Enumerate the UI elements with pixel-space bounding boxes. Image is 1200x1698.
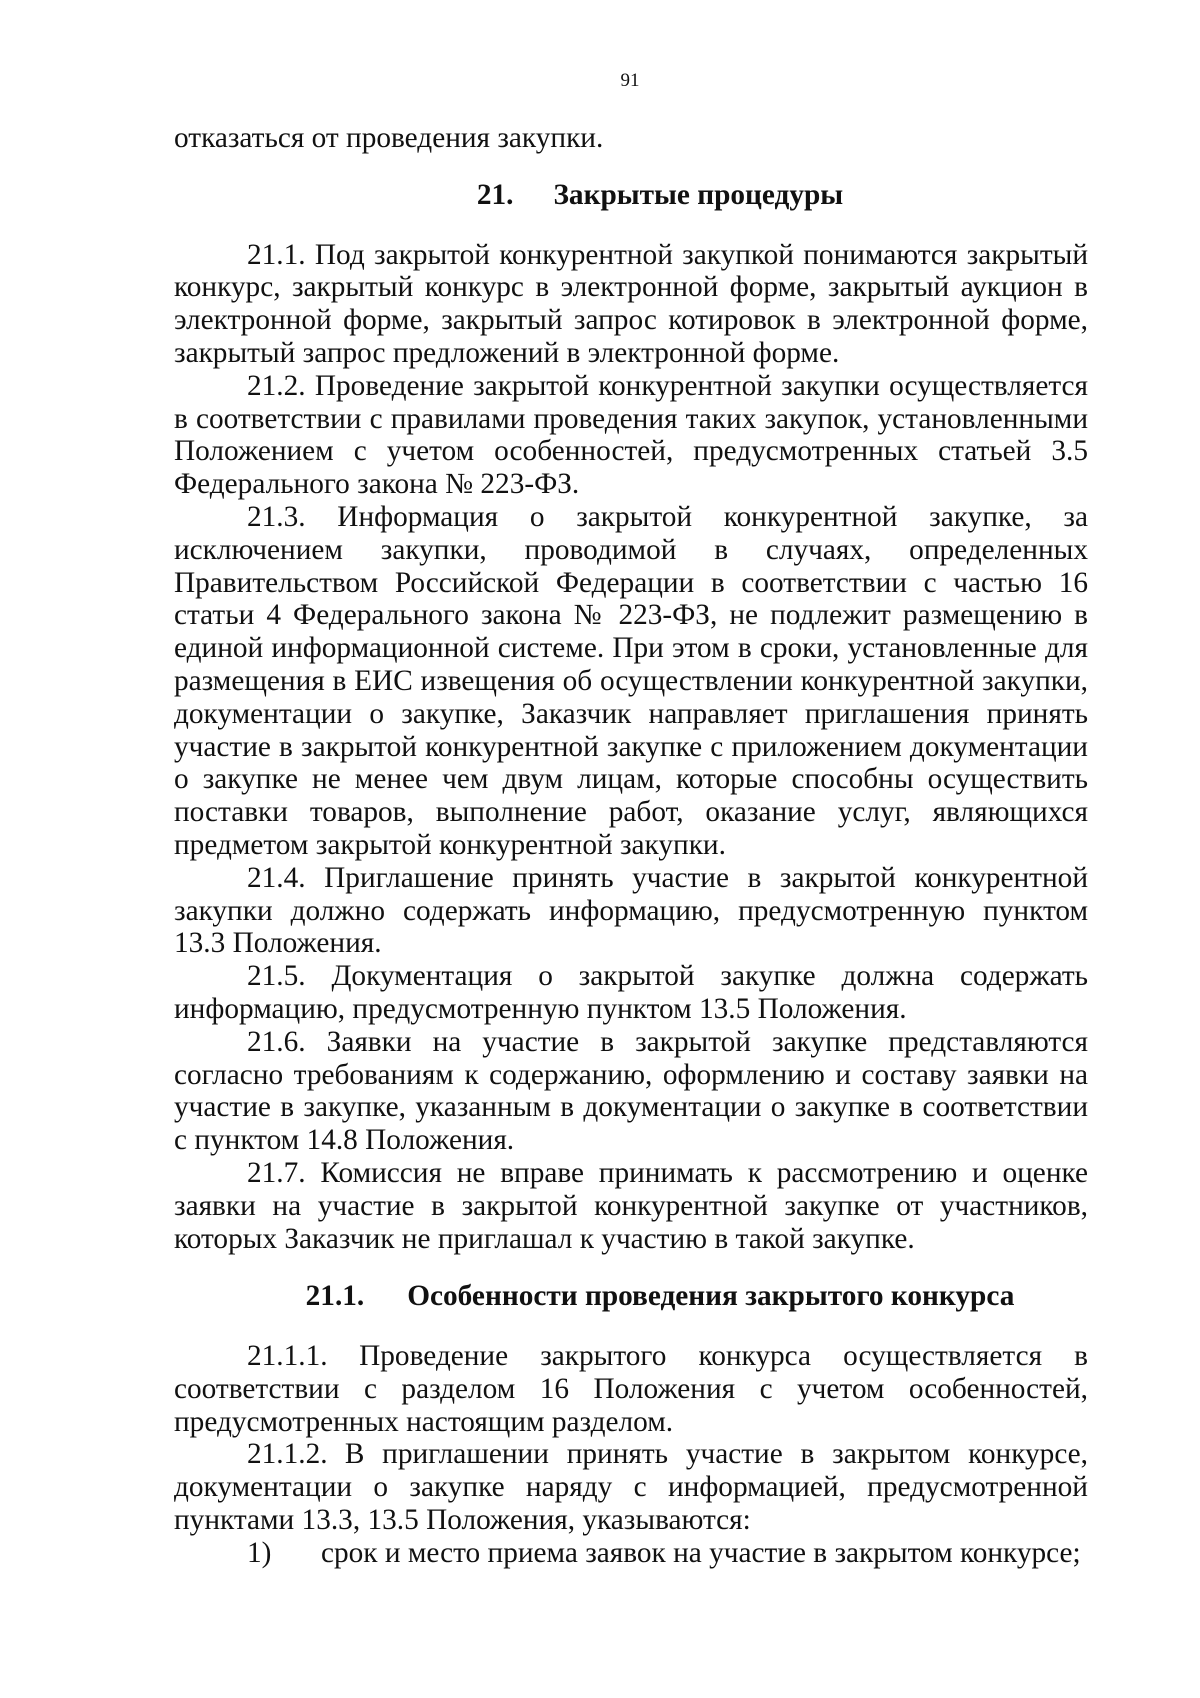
paragraph-number: 21.1.2. (247, 1438, 328, 1471)
list-item (174, 1537, 1088, 1570)
paragraph-21-6 (174, 1026, 1088, 1157)
paragraph-number: 21.3. (247, 500, 306, 533)
section-heading (174, 179, 1088, 212)
paragraph-21-1-2 (174, 1438, 1088, 1536)
paragraph-text: Заявки на участие в закрытой закупке представляются согласно требованиям к содержанию, оформлению и составу заявки на участие в закупке, указанным в документации о закупке в соответствии с пунктом 14.8 Положения. (174, 1025, 1088, 1157)
paragraph-21-1 (174, 239, 1088, 370)
paragraph-text: Документация о закрытой закупке должна содержать информацию, предусмотренную пунктом 13.5 Положения. (174, 960, 1089, 1025)
paragraph-21-2 (174, 370, 1088, 501)
document-body (174, 122, 1088, 1570)
paragraph-number: 21.1.1. (247, 1340, 328, 1373)
paragraph-number: 21.5. (247, 960, 306, 993)
paragraph-21-7 (174, 1157, 1088, 1255)
paragraph-text: Под закрытой конкурентной закупкой понимаются закрытый конкурс, закрытый конкурс в электронной форме, закрытый аукцион в электронной форме, закрытый запрос котировок в электронной форме, закрытый запрос предложений в электронной форме. (174, 238, 1089, 369)
paragraph-number: 21.4. (247, 861, 306, 894)
subsection-heading (174, 1280, 1088, 1313)
list-item-text: срок и место приема заявок на участие в закрытом конкурсе; (321, 1536, 1081, 1569)
paragraph-text: В приглашении принять участие в закрытом конкурсе, документации о закупке наряду с информацией, предусмотренной пунктами 13.3, 13.5 Положения, указываются: (174, 1438, 1089, 1537)
paragraph-number: 21.2. (247, 369, 306, 402)
paragraph-text: Информация о закрытой конкурентной закупке, за исключением закупки, проводимой в случаях, определенных Правительством Российской Федерации в соответствии с частью 16 статьи 4 Федерального закона № 223-ФЗ, не подлежит размещению в единой информационной системе. При этом в сроки, установленные для размещения в ЕИС извещения об осуществлении конкурентной закупки, документации о закупке, Заказчик направляет приглашения принять участие в закрытой конкурентной закупке с приложением документации о закупке не менее чем двум лицам, которые способны осуществить поставки товаров, выполнение работ, оказание услуг, являющихся предметом закрытой конкурентной закупки. (174, 500, 1088, 861)
paragraph-number: 21.6. (247, 1025, 306, 1058)
subsection-title: Особенности проведения закрытого конкурса (407, 1280, 1015, 1313)
paragraph-number: 21.7. (247, 1156, 306, 1189)
lead-line: отказаться от проведения закупки. (174, 122, 604, 154)
paragraph-text: Комиссия не вправе принимать к рассмотрению и оценке заявки на участие в закрытой конкурентной закупке от участников, которых Заказчик не приглашал к участию в такой закупке. (174, 1156, 1089, 1255)
paragraph-21-5 (174, 960, 1088, 1026)
paragraph-text: Проведение закрытого конкурса осуществляется в соответствии с разделом 16 Положения с учетом особенностей, предусмотренных настоящим разделом. (174, 1340, 1088, 1438)
page-number: 91 (620, 70, 640, 91)
section-title: Закрытые процедуры (553, 178, 844, 211)
paragraph-text: Приглашение принять участие в закрытой конкурентной закупки должно содержать информацию, предусмотренную пунктом 13.3 Положения. (174, 861, 1088, 960)
paragraph-21-3 (174, 501, 1088, 862)
paragraph-number: 21.1. (247, 238, 306, 271)
paragraph-21-4 (174, 862, 1088, 960)
subsection-number: 21.1. (305, 1280, 365, 1313)
paragraph-21-1-1 (174, 1340, 1088, 1438)
section-number: 21. (476, 178, 514, 211)
list-marker: 1) (247, 1536, 272, 1569)
paragraph-text: Проведение закрытой конкурентной закупки осуществляется в соответствии с правилами проведения таких закупок, установленными Положением с учетом особенностей, предусмотренных статьей 3.5 Федерального закона № 223-ФЗ. (174, 369, 1088, 501)
